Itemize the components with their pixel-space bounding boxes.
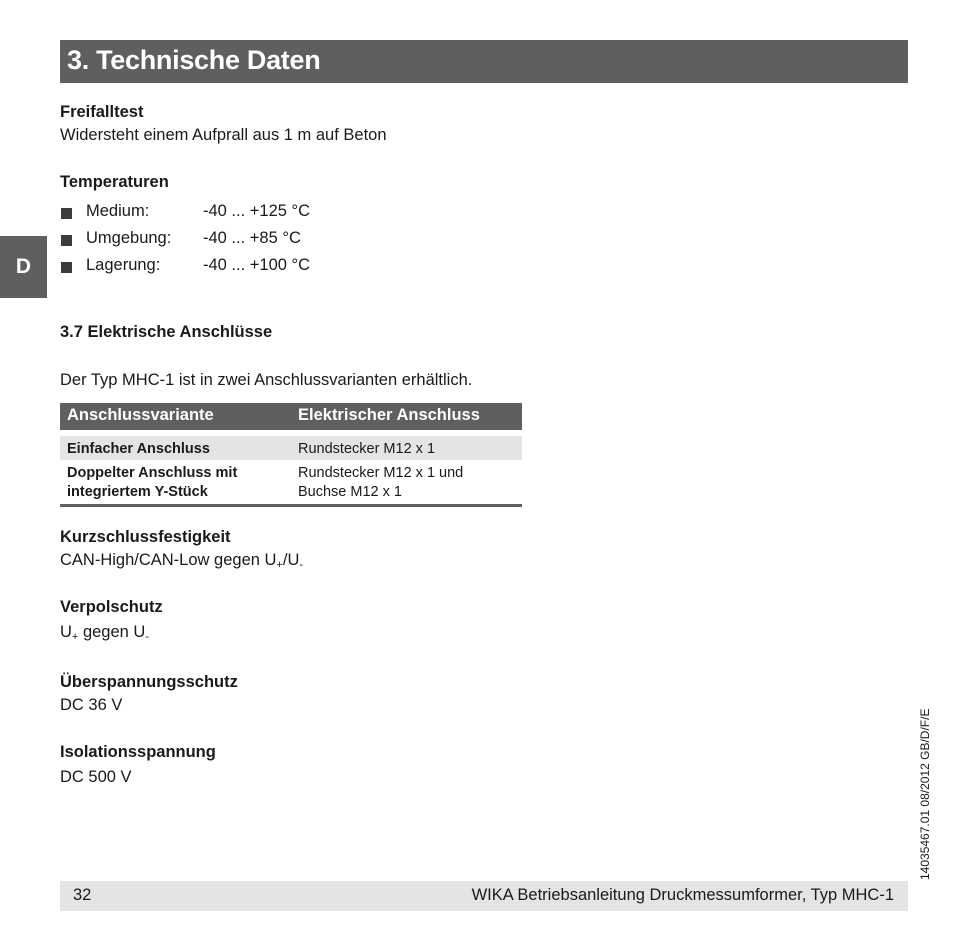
ueberspannung-heading: Überspannungsschutz [60, 673, 238, 691]
document-code: 14035467.01 08/2012 GB/D/F/E [918, 708, 932, 880]
verpolschutz-text: $U_+$ gegen $U_-$ [60, 623, 149, 643]
table-cell-connection: Rundstecker M12 x 1 [298, 441, 436, 457]
table-bottom-rule [60, 504, 522, 507]
temperature-label: Umgebung: [86, 229, 172, 247]
temperature-value: -40 ... +100 °C [203, 256, 311, 274]
freifalltest-text: Widersteht einem Aufprall aus 1 m auf Beton [60, 126, 387, 144]
bullet-square-icon [61, 208, 72, 219]
page-title: 3. Technische Daten [67, 45, 321, 75]
table-header [60, 403, 522, 430]
page-number: 32 [73, 886, 92, 904]
table-cell-connection-line2: Buchse M12 x 1 [298, 484, 402, 500]
table-cell-connection-line1: Rundstecker M12 x 1 und [298, 465, 464, 481]
bullet-square-icon [61, 262, 72, 273]
section-intro: Der Typ MHC-1 ist in zwei Anschlussvarianten erhältlich. [60, 371, 473, 389]
kurzschluss-text: CAN-High/CAN-Low gegen $U_+/U_-$ [60, 551, 304, 571]
verpolschutz-heading: Verpolschutz [60, 598, 163, 616]
footer-text: WIKA Betriebsanleitung Druckmessumformer, Typ MHC-1 [471, 886, 894, 904]
table-cell-variant: Einfacher Anschluss [67, 441, 210, 457]
page-footer [60, 881, 908, 911]
language-tab: D [0, 236, 47, 298]
temperature-label: Lagerung: [86, 256, 161, 274]
freifalltest-heading: Freifalltest [60, 103, 144, 121]
ueberspannung-text: DC 36 V [60, 696, 123, 714]
bullet-square-icon [61, 235, 72, 246]
isolation-text: DC 500 V [60, 768, 132, 786]
column-header-connection: Elektrischer Anschluss [298, 406, 480, 424]
table-cell-variant-line2: integriertem Y-Stück [67, 484, 208, 500]
temperature-value: -40 ... +85 °C [203, 229, 301, 247]
temperaturen-heading: Temperaturen [60, 173, 169, 191]
temperature-value: -40 ... +125 °C [203, 202, 311, 220]
isolation-heading: Isolationsspannung [60, 743, 216, 761]
column-header-variant: Anschlussvariante [67, 406, 214, 424]
table-cell-variant-line1: Doppelter Anschluss mit [67, 465, 238, 481]
temperature-label: Medium: [86, 202, 150, 220]
kurzschluss-heading: Kurzschlussfestigkeit [60, 528, 231, 546]
section-title-bar [60, 40, 908, 83]
section-heading-elektrische-anschluesse: 3.7 Elektrische Anschlüsse [60, 323, 273, 341]
